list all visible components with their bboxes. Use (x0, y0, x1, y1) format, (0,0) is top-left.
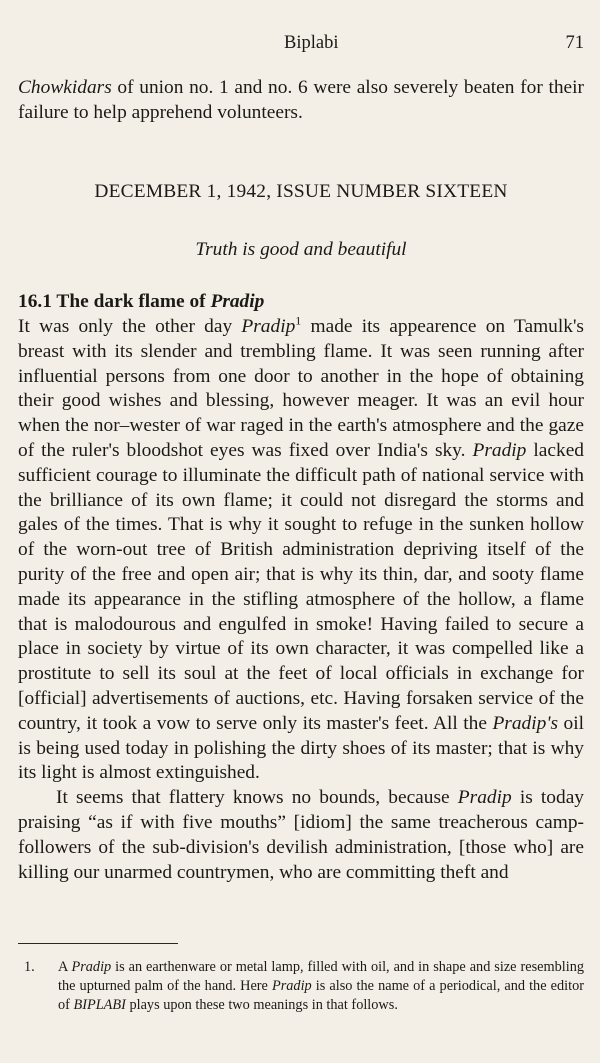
issue-heading: DECEMBER 1, 1942, ISSUE NUMBER SIXTEEN (94, 180, 508, 202)
p1-text-c: lacked sufficient courage to illuminate the difficult path of national service with the brilliance of its own flame; it could not disregard the storms and gales of the times. That is why it sought to refuge in the sunken hollow of the worn-out tree of British administration depriving itself of the purity of the free and open air; that is why its thin, dar, and sooty flame made its appearance in the stifling atmosphere of the hollow, a flame that is malodourous and engulfed in smoke! Having failed to secure a place in society by virtue of its own character, it was compelled like a prostitute to sell its soul at the feet of local officials in exchange for [official] advertisements of auctions, etc. Having forsaken service of the country, it took a vow to serve only its master's feet. All the (18, 439, 584, 734)
section-number-title: 16.1 The dark flame of (18, 291, 211, 313)
section-heading (18, 290, 584, 315)
fn-italic-pradip-2: Pradip (271, 978, 312, 995)
p1-italic-pradips: Pradip's (492, 712, 559, 734)
p1-italic-pradip-1: Pradip (241, 315, 296, 337)
p1-text-b: made its appearence on Tamulk's breast with its slender and trembling flame. It was seen running after influential persons from one door to another in the hope of obtaining their good wishes and blessing, however meager. It was an evil hour when the nor–wester of war raged in the earth's atmosphere and the gaze of the ruler's bloodshot eyes was fixed over India's sky. (18, 315, 584, 461)
footnote-text (58, 958, 584, 1016)
p2-italic-pradip: Pradip (457, 787, 512, 809)
body-text (18, 76, 584, 885)
motto: Truth is good and beautiful (195, 239, 407, 261)
footnote-number: 1. (24, 959, 35, 975)
fn-text-b: is an earthenware or metal lamp, filled with oil, and in shape and size resembling the upturned palm of the hand. Here (58, 959, 584, 995)
p2-text-a: It seems that flattery knows no bounds, because (56, 787, 458, 809)
fn-italic-biplabi: BIPLABI (73, 997, 126, 1014)
carry-over-text: of union no. 1 and no. 6 were also severely beaten for their failure to help apprehend volunteers. (18, 77, 584, 123)
paragraph-1 (18, 315, 584, 786)
p1-text-a: It was only the other day (18, 315, 242, 337)
fn-text-a: A (58, 959, 72, 975)
p1-italic-pradip-2: Pradip (472, 439, 527, 461)
fn-italic-pradip-1: Pradip (71, 959, 112, 975)
page-number: 71 (565, 33, 584, 53)
footnote (18, 958, 584, 1016)
paragraph-2 (18, 786, 584, 885)
running-head-title: Biplabi (284, 33, 339, 53)
footnote-ref-1: 1 (295, 313, 302, 328)
p2-text-b: is today praising “as if with five mouths” [idiom] the same treacherous camp-followers of the sub-division's devilish administration, [those who] are killing our unarmed countrymen, who are committing theft and (18, 787, 584, 883)
footnote-rule (18, 943, 178, 944)
p1-text-d: oil is being used today in polishing the dirty shoes of its master; that is why its light is almost extinguished. (18, 712, 584, 784)
section-title-italic: Pradip (210, 291, 265, 313)
carry-over-paragraph (18, 76, 584, 126)
carry-over-italic-lead: Chowkidars (18, 77, 112, 98)
fn-text-d: plays upon these two meanings in that follows. (125, 997, 398, 1014)
running-head (0, 33, 600, 57)
fn-text-c: is also the name of a periodical, and the editor of (58, 978, 584, 1014)
